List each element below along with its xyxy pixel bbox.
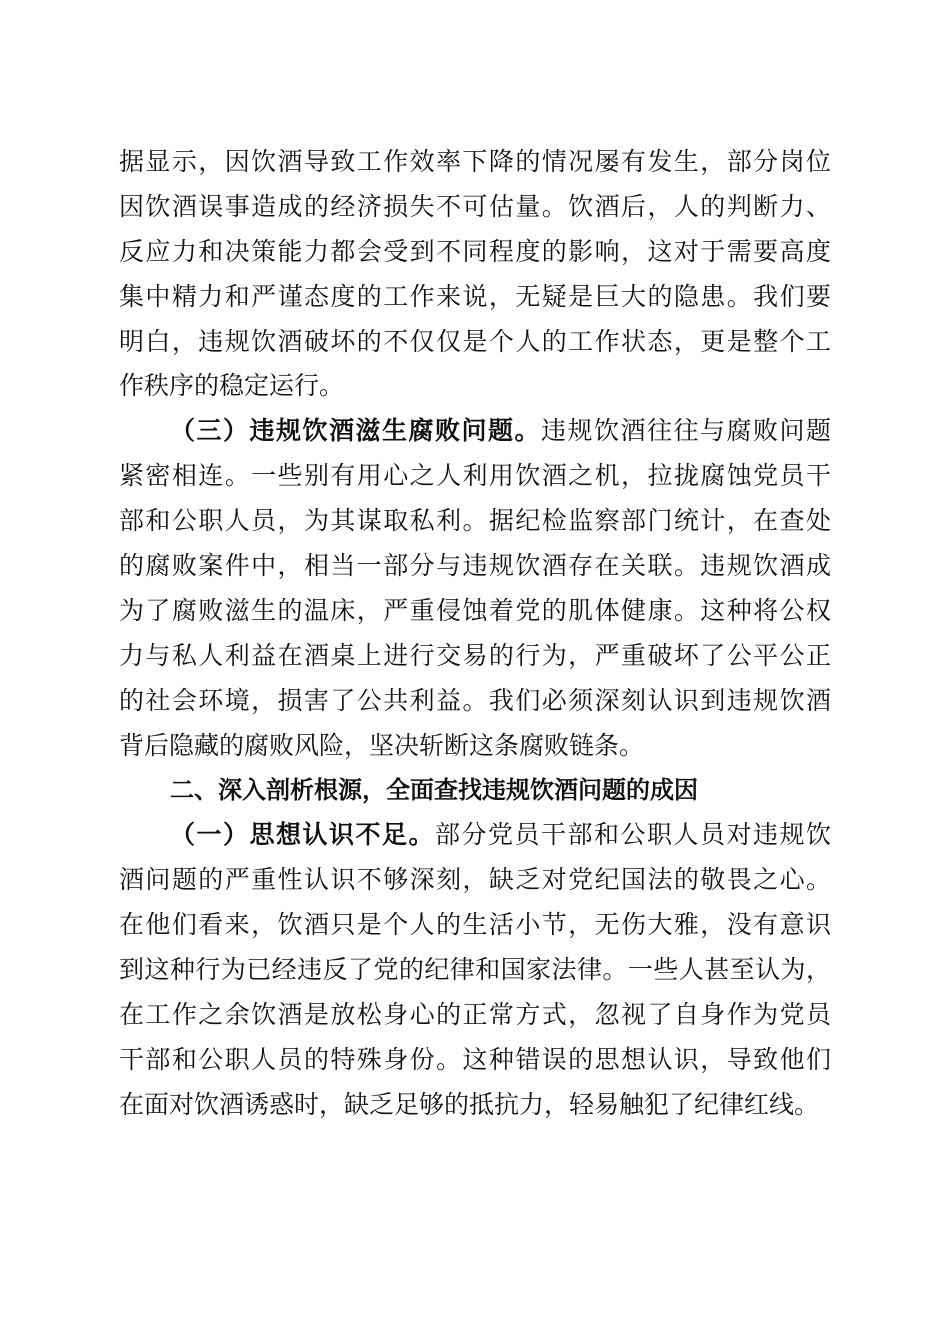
text-line: 集中精力和严谨态度的工作来说，无疑是巨大的隐患。我们要 — [119, 281, 831, 311]
text-line: 在他们看来，饮酒只是个人的生活小节，无伤大雅，没有意识 — [119, 910, 831, 940]
text-line — [119, 813, 831, 858]
text-line: 因饮酒误事造成的经济损失不可估量。饮酒后，人的判断力、 — [119, 191, 831, 221]
text-line — [119, 409, 831, 454]
text-line: 部和公职人员，为其谋取私利。据纪检监察部门统计，在查处 — [119, 506, 831, 536]
text-line: 反应力和决策能力都会受到不同程度的影响，这对于需要高度 — [119, 236, 831, 266]
section-heading: 二、深入剖析根源，全面查找违规饮酒问题的成因 — [170, 776, 698, 805]
subheading-corruption: （三）违规饮酒滋生腐败问题。 — [170, 416, 541, 446]
text-line: 为了腐败滋生的温床，严重侵蚀着党的肌体健康。这种将公权 — [119, 595, 831, 625]
text-run: 部分党员干部和公职人员对违规饮 — [435, 820, 831, 850]
paragraph-corruption — [119, 409, 831, 768]
text-line: 作秩序的稳定运行。 — [119, 371, 345, 401]
text-line: 背后隐藏的腐败风险，坚决斩断这条腐败链条。 — [119, 730, 645, 760]
text-line: 干部和公职人员的特殊身份。这种错误的思想认识，导致他们 — [119, 1044, 831, 1074]
text-line: 在面对饮酒诱惑时，缺乏足够的抵抗力，轻易触犯了纪律红线。 — [119, 1089, 820, 1119]
subheading-ideological: （一）思想认识不足。 — [170, 820, 435, 850]
text-line: 明白，违规饮酒破坏的不仅仅是个人的工作状态，更是整个工 — [119, 326, 831, 356]
text-line: 的社会环境，损害了公共利益。我们必须深刻认识到违规饮酒 — [119, 685, 831, 715]
paragraph-ideological — [119, 813, 831, 1127]
text-line: 紧密相连。一些别有用心之人利用饮酒之机，拉拢腐蚀党员干 — [119, 461, 831, 491]
text-line: 酒问题的严重性认识不够深刻，缺乏对党纪国法的敬畏之心。 — [119, 865, 831, 895]
text-line: 在工作之余饮酒是放松身心的正常方式，忽视了自身作为党员 — [119, 999, 831, 1029]
text-line: 到这种行为已经违反了党的纪律和国家法律。一些人甚至认为， — [119, 955, 831, 985]
text-run: 违规饮酒往往与腐败问题 — [540, 416, 831, 446]
text-line: 的腐败案件中，相当一部分与违规饮酒存在关联。违规饮酒成 — [119, 551, 831, 581]
text-line: 据显示，因饮酒导致工作效率下降的情况屡有发生，部分岗位 — [119, 147, 831, 176]
document-body — [119, 140, 831, 1128]
paragraph-work-efficiency — [119, 140, 831, 409]
text-line: 力与私人利益在酒桌上进行交易的行为，严重破坏了公平公正 — [119, 640, 831, 670]
